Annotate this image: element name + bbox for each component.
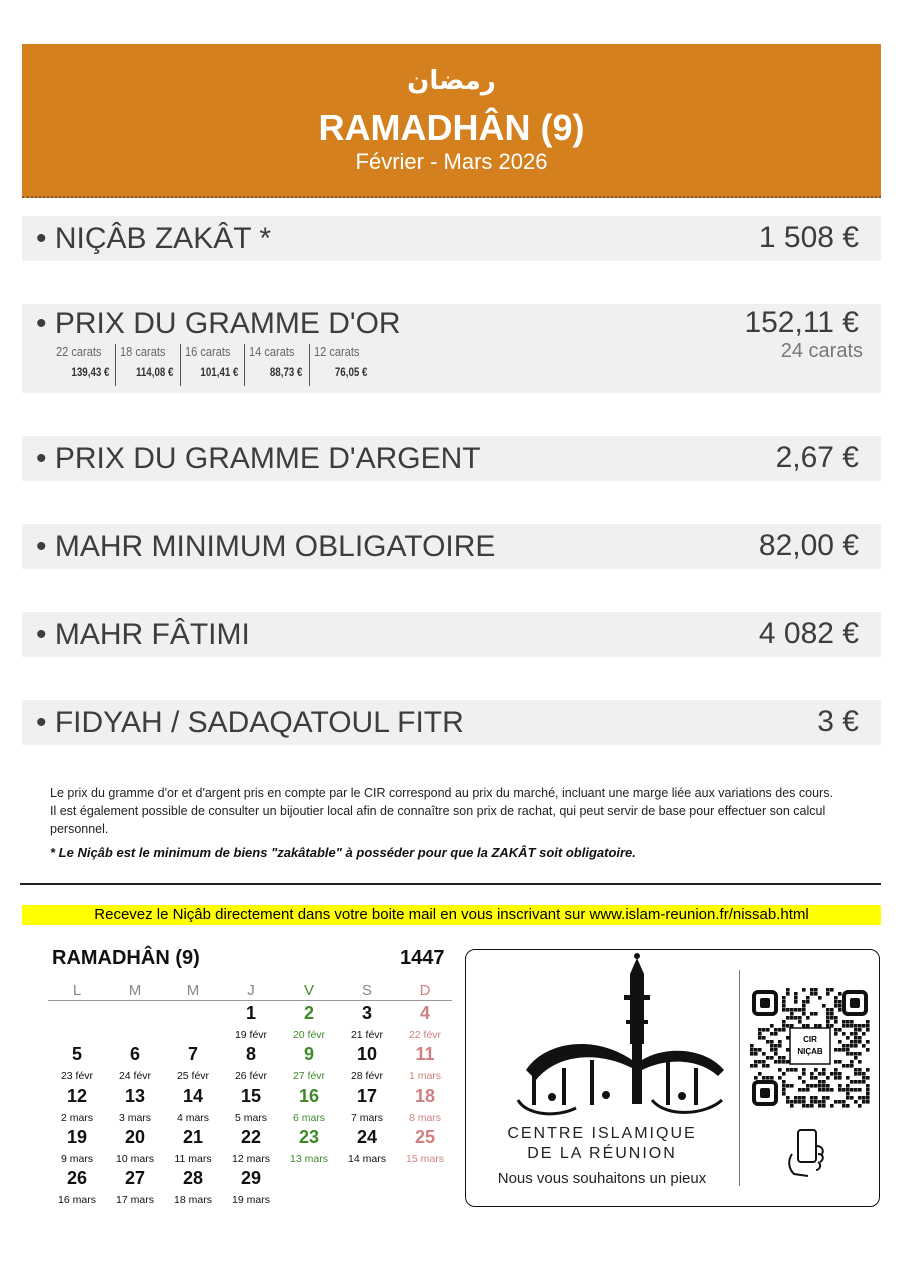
cir-name-line-2: DE LA RÉUNION xyxy=(527,1145,677,1162)
calendar-title: RAMADHÂN (9) xyxy=(52,947,200,969)
gregorian-date: 19 mars xyxy=(232,1194,270,1207)
mahr-minimum-row xyxy=(22,524,881,569)
cir-logo-box xyxy=(465,949,880,1207)
carat-14 xyxy=(245,344,309,386)
hijri-day-number: 2 xyxy=(303,1003,314,1023)
subscribe-banner[interactable]: Recevez le Niçâb directement dans votre boite mail en vous inscrivant sur www.islam-reunion.fr/nissab.html xyxy=(22,905,881,925)
calendar-day xyxy=(164,1127,222,1165)
calendar-day xyxy=(106,1127,164,1165)
calendar-day xyxy=(222,1044,280,1082)
phone-hand-icon xyxy=(778,1124,838,1184)
calendar-day xyxy=(396,1044,454,1082)
qr-label-nicab: NIÇAB xyxy=(797,1047,823,1056)
hijri-day-number: 26 xyxy=(66,1168,88,1189)
gregorian-date: 17 mars xyxy=(116,1194,154,1207)
hijri-day-number: 18 xyxy=(414,1085,436,1106)
hijri-day-number: 16 xyxy=(298,1085,320,1106)
hijri-day-number: 25 xyxy=(414,1126,436,1147)
carat-value: 76,05 € xyxy=(334,367,368,379)
hijri-day-number: 13 xyxy=(124,1085,146,1106)
hijri-day-number: 24 xyxy=(356,1126,378,1147)
gregorian-date: 24 févr xyxy=(118,1070,152,1083)
gregorian-date: 5 mars xyxy=(234,1111,268,1124)
hijri-day-number: 10 xyxy=(356,1044,378,1065)
weekday-label: V xyxy=(303,982,314,999)
mosque-logo-icon xyxy=(466,950,738,1125)
calendar-day xyxy=(280,1003,338,1041)
gregorian-date: 21 févr xyxy=(350,1029,384,1041)
hijri-day-number: 9 xyxy=(303,1044,314,1065)
calendar-day xyxy=(338,1086,396,1124)
fidyah-row xyxy=(22,700,881,745)
silver-price-label: • PRIX DU GRAMME D'ARGENT xyxy=(36,442,481,475)
carat-value: 139,43 € xyxy=(71,367,110,379)
hijri-day-number: 20 xyxy=(124,1126,146,1147)
hijri-day-number: 28 xyxy=(182,1168,204,1189)
calendar-day xyxy=(338,1003,396,1041)
hijri-day-number: 7 xyxy=(187,1044,198,1065)
hijri-day-number: 8 xyxy=(245,1044,256,1065)
carat-breakdown xyxy=(52,344,373,386)
calendar-day xyxy=(338,1127,396,1165)
gregorian-date: 1 mars xyxy=(408,1070,442,1083)
calendar-day xyxy=(396,1003,454,1041)
nisab-value: 1 508 € xyxy=(758,221,859,254)
calendar-day xyxy=(164,1086,222,1124)
gregorian-date: 10 mars xyxy=(116,1152,154,1165)
calendar-day xyxy=(164,1168,222,1206)
weekday-label: D xyxy=(419,982,431,999)
gregorian-date: 13 mars xyxy=(290,1152,328,1165)
gregorian-date: 15 mars xyxy=(406,1152,444,1165)
calendar-day xyxy=(280,1044,338,1082)
price-note-line-1: Le prix du gramme d'or et d'argent pris en compte par le CIR correspond au prix du marché, incluant une marge liée aux variations des cours. xyxy=(50,786,833,800)
calendar-day xyxy=(338,1044,396,1082)
carat-name: 22 carats xyxy=(56,344,102,359)
calendar-day xyxy=(106,1044,164,1082)
mahr-fatimi-label: • MAHR FÂTIMI xyxy=(36,618,250,651)
gregorian-date: 28 févr xyxy=(350,1070,384,1083)
page-subtitle: Février - Mars 2026 xyxy=(355,149,548,174)
calendar-day xyxy=(396,1127,454,1165)
calendar-day xyxy=(48,1086,106,1124)
price-note xyxy=(50,784,870,838)
weekday-label: S xyxy=(361,982,372,999)
mahr-minimum-value: 82,00 € xyxy=(758,529,859,562)
hijri-day-number: 1 xyxy=(245,1003,256,1023)
hijri-day-number: 5 xyxy=(71,1044,82,1065)
gregorian-date: 4 mars xyxy=(176,1111,210,1124)
hijri-day-number: 3 xyxy=(361,1003,372,1023)
calendar-day xyxy=(280,1086,338,1124)
weekday-label: J xyxy=(247,982,255,999)
nisab-row xyxy=(22,216,881,261)
page-title: RAMADHÂN (9) xyxy=(318,107,585,148)
gregorian-date: 9 mars xyxy=(60,1152,94,1165)
calendar-day xyxy=(48,1127,106,1165)
hijri-day-number: 29 xyxy=(240,1168,262,1189)
gregorian-date: 26 févr xyxy=(234,1070,268,1083)
weekday-label: M xyxy=(186,982,200,999)
cir-name-line-1: CENTRE ISLAMIQUE xyxy=(507,1125,697,1142)
calendar-day xyxy=(396,1086,454,1124)
silver-price-row xyxy=(22,436,881,481)
carat-name: 16 carats xyxy=(184,344,231,359)
carat-12 xyxy=(310,344,373,386)
gregorian-date: 23 févr xyxy=(60,1070,94,1083)
hijri-day-number: 22 xyxy=(240,1126,262,1147)
carat-22 xyxy=(52,344,116,386)
calendar-year: 1447 xyxy=(400,947,445,969)
hijri-day-number: 15 xyxy=(240,1085,262,1106)
calendar-day xyxy=(48,1044,106,1082)
hijri-day-number: 19 xyxy=(66,1126,88,1147)
gold-price-row xyxy=(22,304,881,393)
gregorian-date: 12 mars xyxy=(232,1152,270,1165)
calendar-day xyxy=(48,1168,106,1206)
price-note-line-2: Il est également possible de consulter un bijoutier local afin de connaître son prix de rachat, qui peut servir de base pour effectuer son calcul personnel. xyxy=(50,804,826,836)
calendar-day xyxy=(222,1127,280,1165)
arabic-title: رمضان xyxy=(407,66,496,96)
hijri-day-number: 23 xyxy=(298,1126,320,1147)
hijri-day-number: 11 xyxy=(415,1044,435,1065)
carat-18 xyxy=(116,344,180,386)
qr-code-icon[interactable] xyxy=(750,988,870,1108)
weekday-label: L xyxy=(72,982,82,999)
hijri-day-number: 27 xyxy=(124,1168,146,1189)
carat-value: 114,08 € xyxy=(136,367,174,379)
gregorian-date: 3 mars xyxy=(118,1111,152,1124)
gregorian-date: 11 mars xyxy=(174,1152,212,1165)
hijri-day-number: 6 xyxy=(129,1044,140,1065)
carat-value: 101,41 € xyxy=(200,367,239,379)
hijri-day-number: 4 xyxy=(419,1003,430,1023)
gregorian-date: 25 févr xyxy=(176,1070,210,1083)
gregorian-date: 14 mars xyxy=(348,1152,386,1165)
gregorian-date: 18 mars xyxy=(174,1194,212,1207)
gold-price-label: • PRIX DU GRAMME D'OR xyxy=(36,307,401,340)
silver-price-value: 2,67 € xyxy=(775,441,859,474)
fidyah-value: 3 € xyxy=(817,705,859,738)
nisab-footnote: * Le Niçâb est le minimum de biens "zakâtable" à posséder pour que la ZAKÂT soit obligatoire. xyxy=(50,845,636,860)
calendar-day xyxy=(222,1003,280,1041)
calendar-day xyxy=(106,1086,164,1124)
fidyah-label: • FIDYAH / SADAQATOUL FITR xyxy=(36,706,464,739)
hijri-day-number: 12 xyxy=(66,1085,88,1106)
header-banner xyxy=(22,44,881,198)
carat-name: 12 carats xyxy=(313,344,360,359)
calendar-day xyxy=(222,1168,280,1206)
mahr-fatimi-row xyxy=(22,612,881,657)
weekday-label: M xyxy=(128,982,142,999)
calendar-day xyxy=(106,1168,164,1206)
gregorian-date: 19 févr xyxy=(234,1029,268,1041)
carat-name: 14 carats xyxy=(249,344,295,359)
nisab-label: • NIÇÂB ZAKÂT * xyxy=(36,222,272,255)
gregorian-date: 22 févr xyxy=(408,1029,442,1041)
calendar-day xyxy=(222,1086,280,1124)
calendar-weekday-header xyxy=(48,980,452,1001)
carat-value: 88,73 € xyxy=(270,367,303,379)
carat-name: 18 carats xyxy=(120,344,166,359)
carat-16 xyxy=(181,344,245,386)
calendar-day xyxy=(280,1127,338,1165)
gold-24-carats-label: 24 carats xyxy=(780,340,863,362)
hijri-day-number: 17 xyxy=(356,1085,378,1106)
calendar-day xyxy=(164,1044,222,1082)
mahr-minimum-label: • MAHR MINIMUM OBLIGATOIRE xyxy=(36,530,496,563)
gregorian-date: 20 févr xyxy=(292,1029,326,1041)
qr-label-cir: CIR xyxy=(803,1035,817,1044)
logo-separator xyxy=(739,970,740,1186)
gregorian-date: 6 mars xyxy=(292,1111,326,1124)
gregorian-date: 8 mars xyxy=(408,1111,442,1124)
divider xyxy=(20,883,881,885)
mahr-fatimi-value: 4 082 € xyxy=(758,617,859,650)
gold-price-value: 152,11 € xyxy=(744,306,859,339)
gregorian-date: 2 mars xyxy=(60,1111,94,1124)
hijri-day-number: 14 xyxy=(182,1085,204,1106)
gregorian-date: 7 mars xyxy=(350,1111,384,1124)
gregorian-date: 27 févr xyxy=(292,1070,326,1083)
gregorian-date: 16 mars xyxy=(58,1194,96,1207)
tagline: Nous vous souhaitons un pieux xyxy=(497,1170,707,1187)
hijri-day-number: 21 xyxy=(182,1126,204,1147)
